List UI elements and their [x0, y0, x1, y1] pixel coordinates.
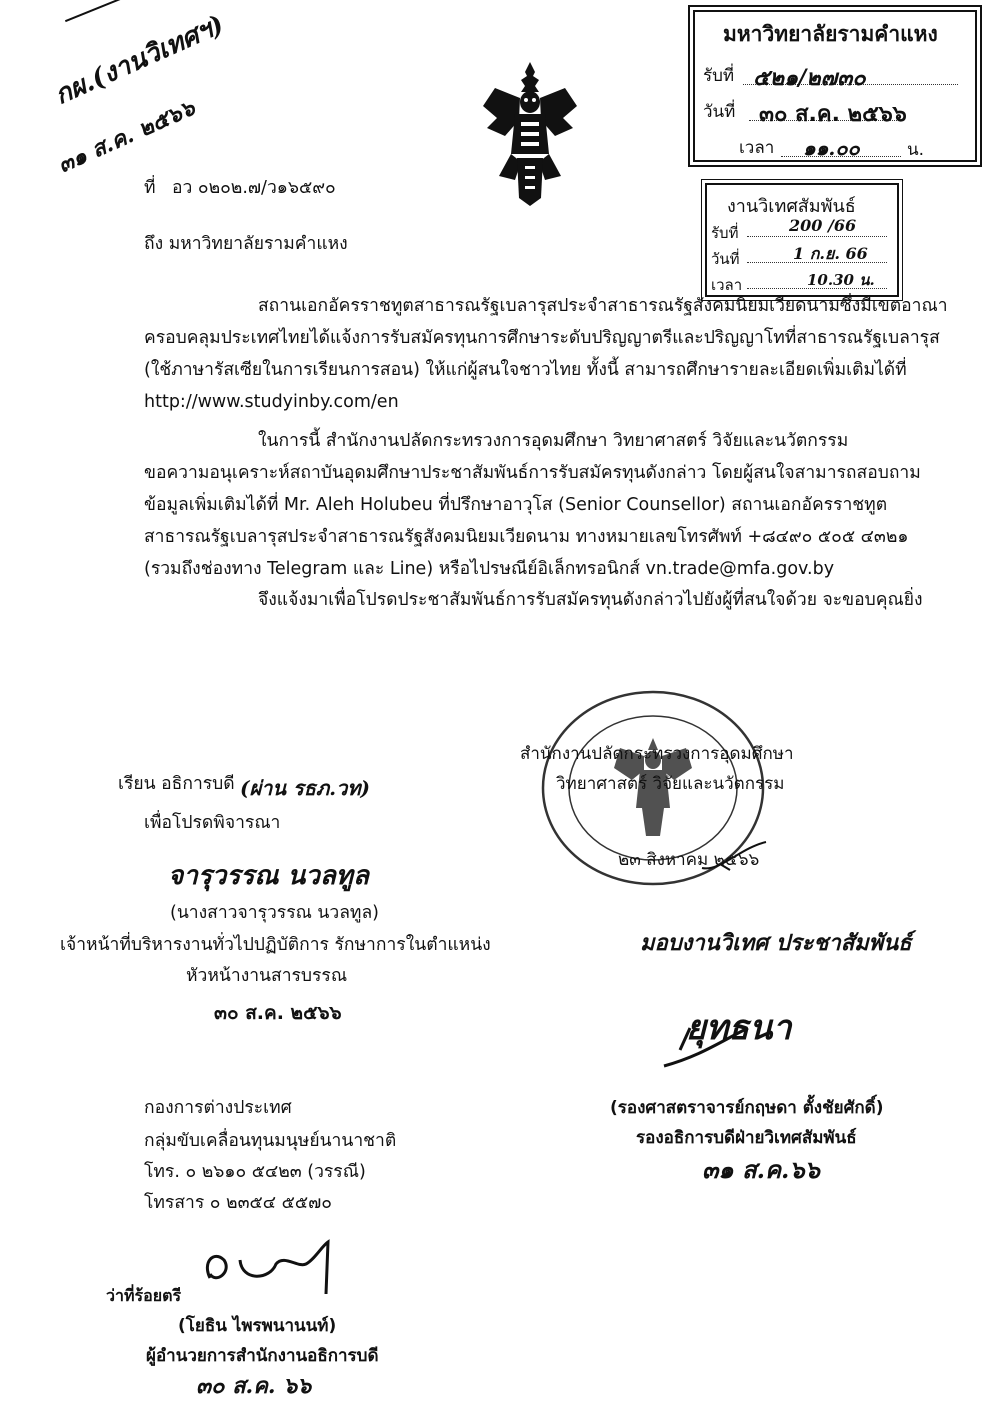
memo-date: ๓๐ ส.ค. ๒๕๖๖ — [214, 1002, 342, 1024]
addressee: ถึง มหาวิทยาลัยรามคำแหง — [144, 234, 348, 254]
paragraph-line: ในการนี้ สำนักงานปลัดกระทรวงการอุดมศึกษา วิทยาศาสตร์ วิจัยและนวัตกรรม — [258, 431, 849, 451]
seal-date: ๒๓ สิงหาคม ๒๕๖๖ — [618, 850, 760, 870]
paragraph-line: (รวมถึงช่องทาง Telegram และ Line) หรือไปรษณีย์อิเล็กทรอนิกส์ vn.trade@mfa.gov.by — [144, 559, 835, 579]
body-paragraph-2 — [144, 425, 924, 585]
stamp-fa-received-label: รับที่ — [711, 224, 739, 242]
body-paragraph-1 — [144, 290, 948, 418]
corner-handwritten-dept: กผ.(งานวิเทศฯ) — [50, 9, 229, 111]
director-signature-icon — [180, 1238, 350, 1300]
stamp-fa-date-label: วันที่ — [711, 250, 740, 268]
memo-signature: จารุวรรณ นวลทูล — [168, 861, 369, 891]
contact-telephone: โทร. ๐ ๒๖๑๐ ๕๔๒๓ (วรรณี) — [144, 1162, 366, 1182]
vp-signature-stroke-icon — [660, 1022, 780, 1072]
paragraph-line: ขอความอนุเคราะห์สถาบันอุดมศึกษาประชาสัมพันธ์การรับสมัครทุนดังกล่าว โดยผู้สนใจสามารถสอบถาม — [144, 463, 921, 483]
paragraph-line: สถานเอกอัครราชทูตสาธารณรัฐเบลารุสประจำสาธารณรัฐสังคมนิยมเวียดนามซึ่งมีเขตอาณา — [258, 296, 948, 316]
reference-number: อว ๐๒๐๒.๗/ว๑๖๕๙๐ — [172, 178, 336, 198]
contact-group: กลุ่มขับเคลื่อนทุนมนุษย์นานาชาติ — [144, 1131, 397, 1151]
corner-handwritten-date: ๓๑ ส.ค. ๒๕๖๖ — [54, 94, 199, 179]
director-rank: ว่าที่ร้อยตรี — [106, 1286, 182, 1305]
stamp-fa-date-value: 1 ก.ย. 66 — [793, 244, 868, 263]
garuda-emblem-icon — [475, 58, 585, 208]
memo-signer-name: (นางสาวจารุวรรณ นวลทูล) — [170, 903, 380, 923]
stamp-fa-time-label: เวลา — [711, 276, 743, 294]
paragraph-line: ครอบคลุมประเทศไทยได้แจ้งการรับสมัครทุนการศึกษาระดับปริญญาตรีและปริญญาโทที่สาธารณรัฐเบลารุส — [144, 328, 940, 348]
dotted-line — [747, 236, 887, 237]
closing-paragraph: จึงแจ้งมาเพื่อโปรดประชาสัมพันธ์การรับสมัครทุนดังกล่าวไปยังผู้ที่สนใจด้วย จะขอบคุณยิ่ง — [258, 590, 923, 610]
memo-dear-handwritten: (ผ่าน รธภ.วท) — [240, 776, 371, 800]
memo-signer-position2: หัวหน้างานสารบรรณ — [186, 966, 348, 986]
stamp-fa-received-value: 200 /66 — [789, 216, 857, 235]
memo-dear-line: เรียน อธิการบดี — [118, 774, 235, 794]
vp-signature: ยุทธนา — [686, 1008, 792, 1048]
paragraph-line: ข้อมูลเพิ่มเติมได้ที่ Mr. Aleh Holubeu ที่ปรึกษาอาวุโส (Senior Counsellor) สถานเอกอัครราชทูต — [144, 495, 888, 515]
stamp-date-label: วันที่ — [703, 102, 736, 122]
stamp-date-value: ๓๐ ส.ค. ๒๕๖๖ — [759, 102, 907, 127]
paragraph-line: สาธารณรัฐเบลารุสประจำสาธารณรัฐสังคมนิยมเวียดนาม ทางหมายเลขโทรศัพท์ +๘๔๙๐ ๕๐๕ ๔๓๒๑ — [144, 527, 909, 547]
stamp-time-suffix: น. — [907, 140, 925, 160]
seal-signature-icon — [700, 838, 770, 878]
vp-position: รองอธิการบดีฝ่ายวิเทศสัมพันธ์ — [636, 1128, 857, 1148]
vp-date: ๓๑ ส.ค.๖๖ — [702, 1155, 820, 1184]
website-link[interactable]: http://www.studyinby.com/en — [144, 392, 399, 412]
corner-mark — [65, 0, 131, 46]
contact-division: กองการต่างประเทศ — [144, 1098, 292, 1118]
vp-name: (รองศาสตราจารย์กฤษดา ตั้งชัยศักดิ์) — [610, 1098, 884, 1118]
director-name: (โยธิน ไพรพนานนท์) — [178, 1316, 337, 1336]
stamp-fa-time-value: 10.30 น. — [807, 271, 875, 289]
contact-fax: โทรสาร ๐ ๒๓๕๔ ๕๕๗๐ — [144, 1193, 332, 1213]
paragraph-line: (ใช้ภาษารัสเซียในการเรียนการสอน) ให้แก่ผู้สนใจชาวไทย ทั้งนี้ สามารถศึกษารายละเอียดเพิ่มเติมได้ที่ — [144, 360, 907, 380]
stamp-received-value: ๕๒๑/๒๗๓๐ — [753, 65, 866, 91]
stamp-time-value: ๑๑.๐๐ — [803, 136, 860, 160]
memo-signer-position1: เจ้าหน้าที่บริหารงานทั่วไปปฏิบัติการ รักษาการในตำแหน่ง — [60, 935, 491, 955]
stamp-time-label: เวลา — [739, 138, 775, 158]
sender-org-line2: วิทยาศาสตร์ วิจัยและนวัตกรรม — [556, 774, 785, 794]
vp-handwritten-note: มอบงานวิเทศ ประชาสัมพันธ์ — [640, 930, 912, 956]
foreign-affairs-receipt-stamp — [705, 183, 899, 297]
memo-for-consideration: เพื่อโปรดพิจารณา — [144, 813, 281, 833]
stamp-received-label: รับที่ — [703, 66, 735, 86]
director-position: ผู้อำนวยการสำนักงานอธิการบดี — [146, 1346, 379, 1366]
stamp-university-title: มหาวิทยาลัยรามคำแหง — [723, 22, 938, 46]
director-date: ๓๐ ส.ค. ๖๖ — [196, 1373, 312, 1399]
reference-label: ที่ — [144, 178, 156, 198]
university-receipt-stamp — [693, 10, 977, 162]
stamp-fa-title: งานวิเทศสัมพันธ์ — [727, 196, 856, 217]
sender-org-line1: สำนักงานปลัดกระทรวงการอุดมศึกษา — [520, 744, 794, 764]
